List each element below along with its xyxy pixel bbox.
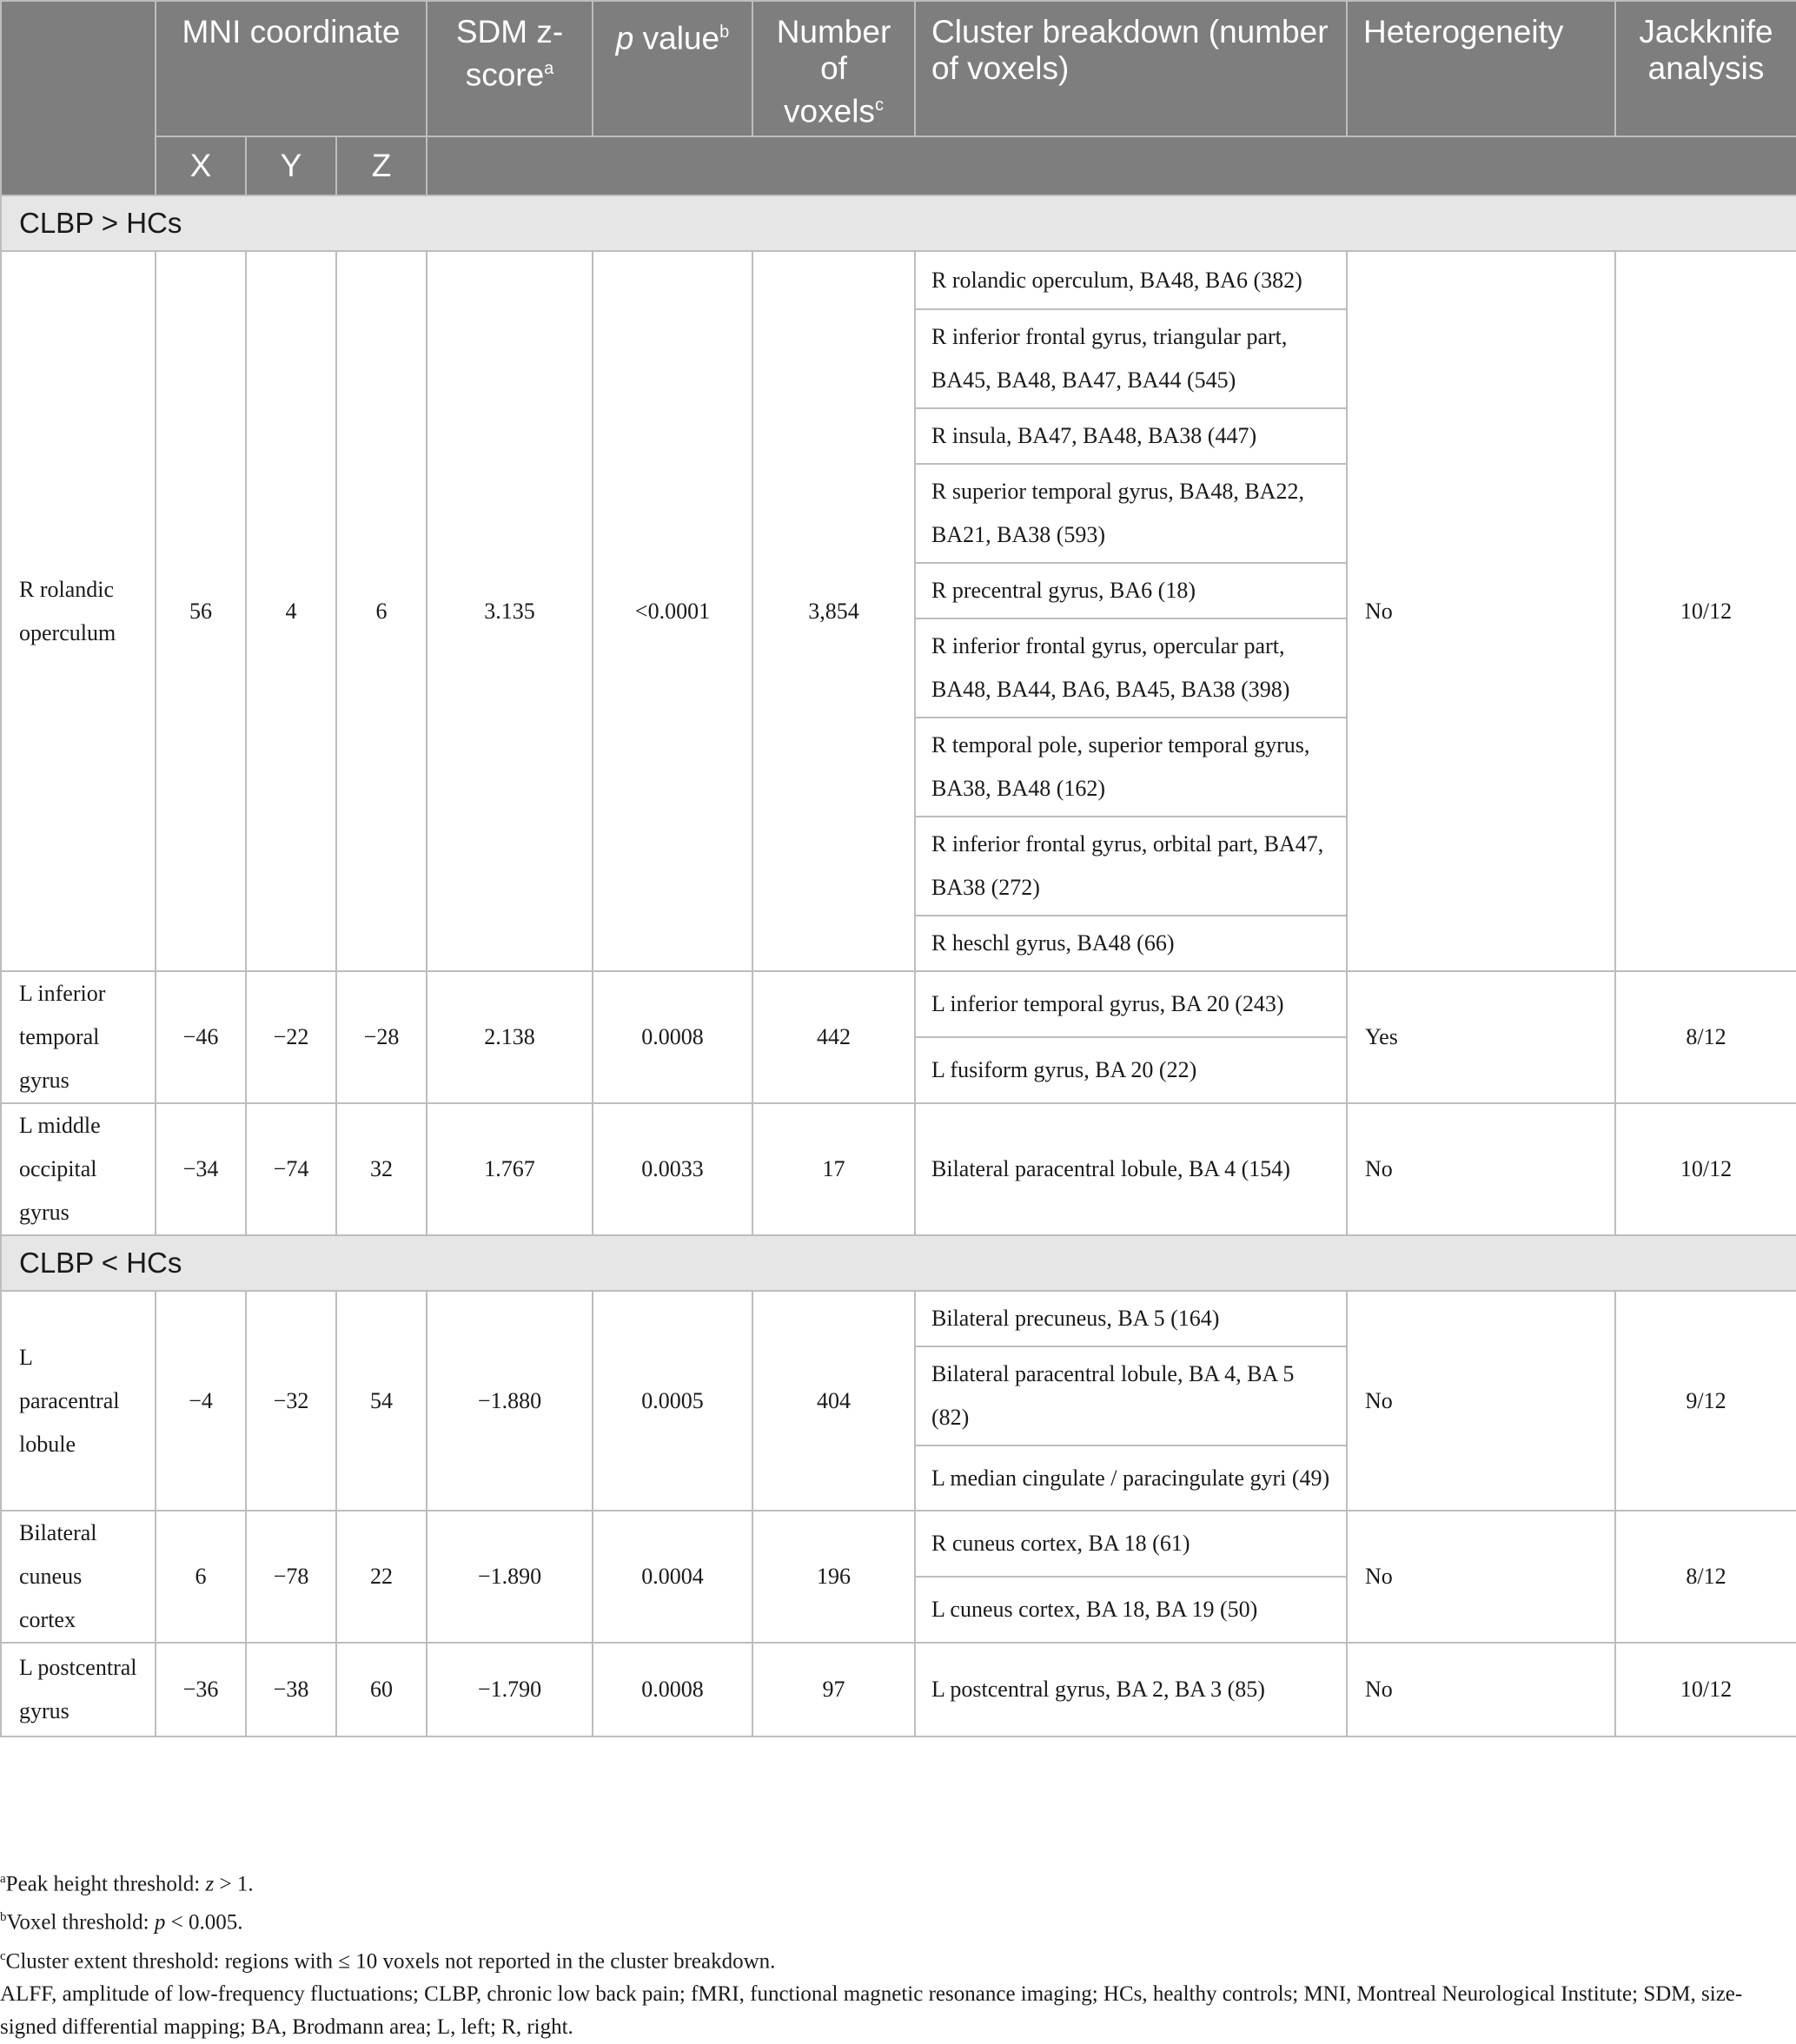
heterogeneity-cell: No [1347, 1511, 1615, 1643]
cluster-cell: R heschl gyrus, BA48 (66) [915, 916, 1347, 971]
footnote-b-text: Voxel threshold: [6, 1910, 155, 1935]
mni-y-cell: −22 [246, 971, 336, 1103]
section-label: CLBP > HCs [1, 195, 1796, 251]
voxels-cell: 17 [752, 1103, 915, 1235]
heterogeneity-cell: No [1347, 1291, 1615, 1511]
cluster-cell: L cuneus cortex, BA 18, BA 19 (50) [915, 1577, 1347, 1643]
table-row [1, 971, 1796, 1037]
cluster-cell: R superior temporal gyrus, BA48, BA22, BA21, BA38 (593) [915, 464, 1347, 563]
footnote-b-rest: < 0.005. [165, 1910, 243, 1935]
p-value-cell: 0.0033 [593, 1103, 752, 1235]
table-body [1, 195, 1796, 1736]
sdm-cell: 3.135 [427, 251, 593, 971]
header-jackknife: Jackknife analysis [1615, 1, 1796, 136]
p-value-cell: 0.0008 [593, 971, 752, 1103]
region-cell: L middle occipital gyrus [1, 1103, 156, 1235]
footnote-mark-b: b [719, 23, 730, 42]
jackknife-cell: 9/12 [1615, 1291, 1796, 1511]
footnote-b-var: p [154, 1910, 166, 1935]
p-value-cell: 0.0005 [593, 1291, 752, 1511]
p-value-cell: 0.0004 [593, 1511, 752, 1643]
voxels-cell: 404 [752, 1291, 915, 1511]
cluster-cell: Bilateral precuneus, BA 5 (164) [915, 1291, 1347, 1346]
table-row [1, 251, 1796, 309]
heterogeneity-cell: No [1347, 1643, 1615, 1736]
jackknife-cell: 10/12 [1615, 1643, 1796, 1736]
table-row [1, 1103, 1796, 1235]
heterogeneity-cell: No [1347, 251, 1615, 971]
mni-x-cell: −34 [156, 1103, 246, 1235]
header-p-label: value [633, 20, 720, 56]
sdm-cell: −1.880 [427, 1291, 593, 1511]
mni-z-cell: 60 [336, 1643, 427, 1736]
footnote-c [0, 1940, 1773, 1978]
cluster-cell: R inferior frontal gyrus, triangular part, BA45, BA48, BA47, BA44 (545) [915, 309, 1347, 408]
footnote-c-mark: c [0, 1948, 6, 1963]
footnote-a-mark: a [0, 1872, 6, 1886]
header-voxels-label: Number of voxels [776, 14, 891, 129]
voxels-cell: 442 [752, 971, 915, 1103]
mni-y-cell: 4 [246, 251, 336, 971]
header-heterogeneity: Heterogeneity [1347, 1, 1615, 136]
header-sdm-label: SDM z-score [455, 14, 564, 93]
region-cell: L paracentral lobule [1, 1291, 156, 1511]
mni-y-cell: −38 [246, 1643, 336, 1736]
jackknife-cell: 8/12 [1615, 1511, 1796, 1643]
table-row [1, 1511, 1796, 1577]
cluster-cell: R inferior frontal gyrus, opercular part, BA48, BA44, BA6, BA45, BA38 (398) [915, 618, 1347, 718]
mni-y-cell: −74 [246, 1103, 336, 1235]
section-row [1, 195, 1796, 251]
section-row [1, 1235, 1796, 1291]
cluster-cell: Bilateral paracentral lobule, BA 4 (154) [915, 1103, 1347, 1235]
header-blank [427, 136, 1796, 195]
sdm-cell: −1.790 [427, 1643, 593, 1736]
footnote-c-text: Cluster extent threshold: regions with ≤ 10 voxels not reported in the cluster breakdown. [5, 1948, 776, 1973]
header-z: Z [336, 136, 427, 195]
cluster-cell: L postcentral gyrus, BA 2, BA 3 (85) [915, 1643, 1347, 1736]
heterogeneity-cell: Yes [1347, 971, 1615, 1103]
footnote-mark-a: a [544, 59, 554, 78]
sdm-cell: −1.890 [427, 1511, 593, 1643]
sdm-cell: 1.767 [427, 1103, 593, 1235]
cluster-cell: L fusiform gyrus, BA 20 (22) [915, 1037, 1347, 1103]
jackknife-cell: 8/12 [1615, 971, 1796, 1103]
region-cell: L postcentral gyrus [1, 1643, 156, 1736]
voxels-cell: 3,854 [752, 251, 915, 971]
table-row [1, 1643, 1796, 1736]
table-row [1, 1291, 1796, 1346]
footnote-mark-c: c [874, 96, 884, 115]
mni-y-cell: −78 [246, 1511, 336, 1643]
table-header [1, 1, 1796, 195]
cluster-cell: R rolandic operculum, BA48, BA6 (382) [915, 251, 1347, 309]
voxels-cell: 196 [752, 1511, 915, 1643]
mni-z-cell: 54 [336, 1291, 427, 1511]
p-value-cell: 0.0008 [593, 1643, 752, 1736]
footnote-b [0, 1901, 1773, 1939]
header-mni: MNI coordinate [156, 1, 427, 136]
mni-x-cell: −4 [156, 1291, 246, 1511]
mni-z-cell: 6 [336, 251, 427, 971]
cluster-cell: L inferior temporal gyrus, BA 20 (243) [915, 971, 1347, 1037]
p-value-cell: <0.0001 [593, 251, 752, 971]
cluster-cell: R inferior frontal gyrus, orbital part, BA47, BA38 (272) [915, 817, 1347, 916]
heterogeneity-cell: No [1347, 1103, 1615, 1235]
mni-z-cell: 22 [336, 1511, 427, 1643]
header-voxels [752, 1, 915, 136]
region-cell: L inferior temporal gyrus [1, 971, 156, 1103]
section-label: CLBP < HCs [1, 1235, 1796, 1291]
mni-y-cell: −32 [246, 1291, 336, 1511]
header-p [593, 1, 752, 136]
mni-x-cell: −46 [156, 971, 246, 1103]
header-p-var: p [615, 20, 634, 56]
cluster-cell: R temporal pole, superior temporal gyrus, BA38, BA48 (162) [915, 718, 1347, 817]
mni-z-cell: 32 [336, 1103, 427, 1235]
footnote-a-rest: > 1. [214, 1872, 254, 1896]
voxels-cell: 97 [752, 1643, 915, 1736]
header-sdm [427, 1, 593, 136]
jackknife-cell: 10/12 [1615, 1103, 1796, 1235]
cluster-cell: R insula, BA47, BA48, BA38 (447) [915, 408, 1347, 464]
mni-x-cell: 6 [156, 1511, 246, 1643]
region-cell: R rolandic operculum [1, 251, 156, 971]
mni-z-cell: −28 [336, 971, 427, 1103]
footnote-a [0, 1862, 1773, 1901]
header-cluster: Cluster breakdown (number of voxels) [915, 1, 1347, 136]
mni-x-cell: 56 [156, 251, 246, 971]
footnotes [0, 1862, 1773, 2044]
cluster-cell: L median cingulate / paracingulate gyri (49) [915, 1445, 1347, 1511]
cluster-cell: R precentral gyrus, BA6 (18) [915, 563, 1347, 618]
sdm-cell: 2.138 [427, 971, 593, 1103]
header-y: Y [246, 136, 336, 195]
jackknife-cell: 10/12 [1615, 251, 1796, 971]
mni-x-cell: −36 [156, 1643, 246, 1736]
cluster-cell: R cuneus cortex, BA 18 (61) [915, 1511, 1347, 1577]
footnote-a-var: z [205, 1872, 215, 1896]
footnote-a-text: Peak height threshold: [5, 1872, 206, 1896]
header-region [1, 1, 156, 195]
footnote-abbreviations: ALFF, amplitude of low-frequency fluctuations; CLBP, chronic low back pain; fMRI, functional magnetic resonance imaging; HCs, healthy controls; MNI, Montreal Neurological Institute; SDM, size-signed differential mapping; BA, Brodmann area; L, left; R, right. [0, 1981, 1743, 2039]
footnote-b-mark: b [0, 1910, 7, 1925]
region-cell: Bilateral cuneus cortex [1, 1511, 156, 1643]
cluster-cell: Bilateral paracentral lobule, BA 4, BA 5 (82) [915, 1346, 1347, 1445]
header-x: X [156, 136, 246, 195]
